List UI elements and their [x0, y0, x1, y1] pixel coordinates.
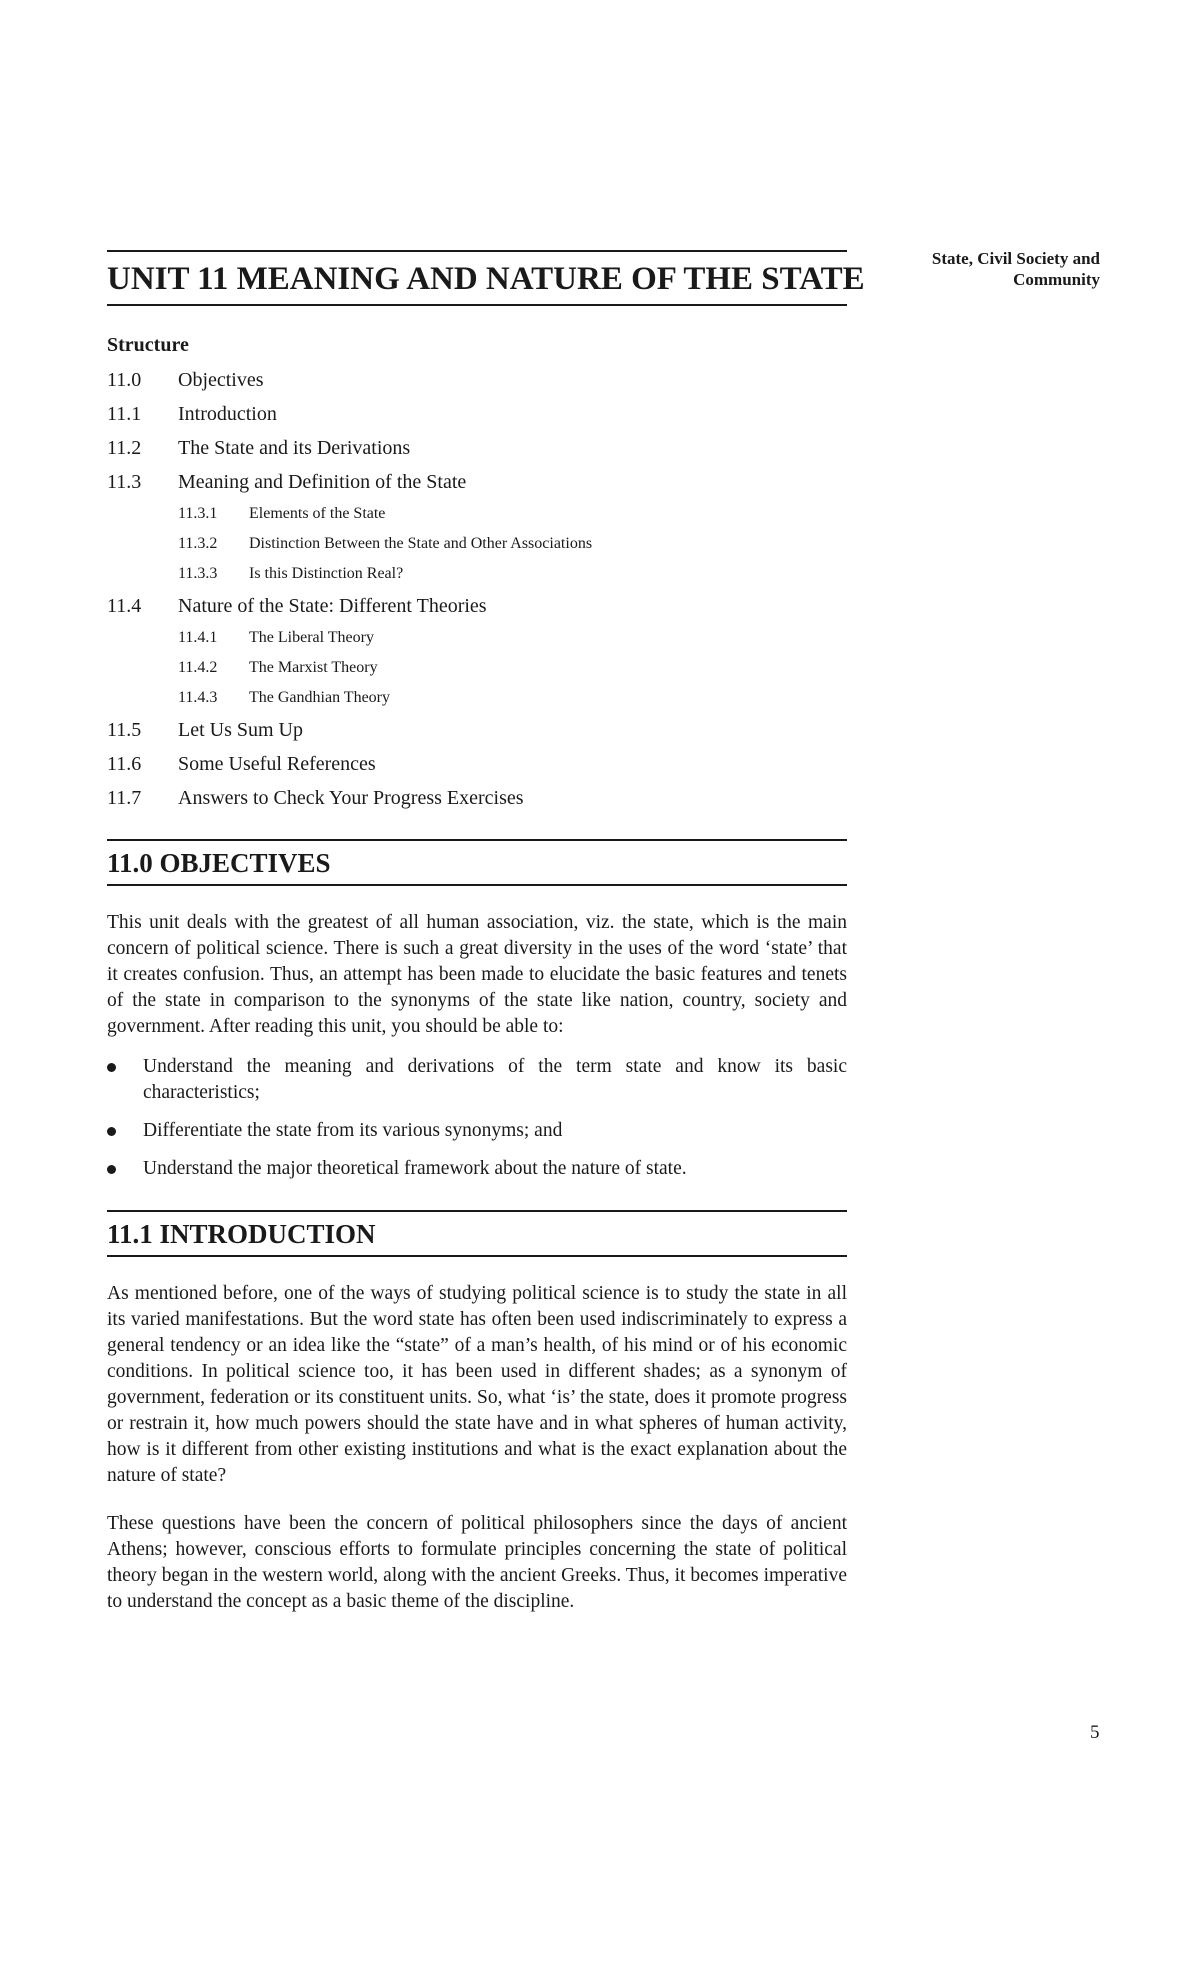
list-item-text: Understand the meaning and derivations of the term state and know its basic characteristics; [143, 1056, 847, 1103]
toc-subitem-number: 11.3.3 [178, 565, 218, 582]
list-item-text: Understand the major theoretical framework about the nature of state. [143, 1158, 687, 1179]
toc-item [107, 595, 847, 629]
objectives-paragraph: This unit deals with the greatest of all human association, viz. the state, which is the main concern of political science. There is such a great diversity in the uses of the word ‘state’ that it creates confusion. Thus, an attempt has been made to elucidate the basic features and tenets of the state in comparison to the synonyms of the state like nation, country, society and government. After reading this unit, you should be able to: [107, 912, 847, 1037]
toc-item-number: 11.4 [107, 595, 142, 617]
toc-subitem-number: 11.4.2 [178, 659, 218, 676]
list-item-text: Differentiate the state from its various synonyms; and [143, 1120, 563, 1141]
bullet-icon [107, 1063, 116, 1072]
toc-subitem-label: The Marxist Theory [249, 659, 378, 676]
objectives-heading-block [107, 839, 847, 886]
page-number: 5 [1090, 1722, 1100, 1743]
toc-item-label: Answers to Check Your Progress Exercises [178, 787, 524, 809]
toc-subitem-number: 11.4.3 [178, 689, 218, 706]
bullet-icon [107, 1165, 116, 1174]
toc-subitem-label: The Liberal Theory [249, 629, 374, 646]
running-header-line2: Community [1013, 270, 1100, 289]
toc-subitem-label: Elements of the State [249, 505, 386, 522]
toc-item [107, 403, 847, 437]
toc-item-label: The State and its Derivations [178, 437, 411, 459]
toc-item-number: 11.7 [107, 787, 142, 809]
introduction-paragraph-1: As mentioned before, one of the ways of studying political science is to study the state in all its varied manifestations. But the word state has often been used indiscriminately to express a general tendency or an idea like the “state” of a man’s health, of his mind or of his economic conditions. In political science too, it has been used in different shades; as a synonym of government, federation or its constituent units. So, what ‘is’ the state, does it promote progress or restrain it, how much powers should the state have and in what spheres of human activity, how is it different from other existing institutions and what is the exact explanation about the nature of state? [107, 1283, 847, 1486]
toc-item-number: 11.0 [107, 369, 142, 391]
toc-subitem [107, 505, 847, 535]
unit-title-block [107, 250, 865, 306]
toc-subitem [107, 629, 847, 659]
toc-item [107, 471, 847, 505]
running-header [900, 248, 1100, 290]
toc-subitem-number: 11.3.2 [178, 535, 218, 552]
toc-subitem [107, 565, 847, 595]
introduction-heading: 11.1 INTRODUCTION [107, 1219, 376, 1249]
introduction-paragraph-2: These questions have been the concern of political philosophers since the days of ancient Athens; however, conscious efforts to formulate principles concerning the state of political theory began in the western world, along with the ancient Greeks. Thus, it becomes imperative to understand the concept as a basic theme of the discipline. [107, 1513, 847, 1612]
toc-item-label: Meaning and Definition of the State [178, 471, 467, 493]
toc-item-number: 11.3 [107, 471, 142, 493]
unit-title: UNIT 11 MEANING AND NATURE OF THE STATE [107, 261, 865, 297]
structure-heading: Structure [107, 334, 189, 356]
toc-item-label: Introduction [178, 403, 277, 425]
toc-item [107, 437, 847, 471]
toc-item [107, 369, 847, 403]
toc-item-label: Some Useful References [178, 753, 376, 775]
toc-subitem-number: 11.4.1 [178, 629, 218, 646]
toc-item [107, 719, 847, 753]
list-item [107, 1054, 847, 1106]
toc-item [107, 753, 847, 787]
objectives-heading: 11.0 OBJECTIVES [107, 848, 331, 878]
toc-item-number: 11.2 [107, 437, 142, 459]
toc-item-number: 11.5 [107, 719, 142, 741]
toc-subitem [107, 659, 847, 689]
toc-subitem-label: The Gandhian Theory [249, 689, 390, 706]
toc-subitem-label: Distinction Between the State and Other Associations [249, 535, 593, 552]
toc-subitem-label: Is this Distinction Real? [249, 565, 404, 582]
toc-subitem [107, 689, 847, 719]
toc-subitem-number: 11.3.1 [178, 505, 218, 522]
page-content [107, 250, 865, 1615]
toc-item [107, 787, 847, 821]
toc-item-label: Objectives [178, 369, 264, 391]
toc-item-label: Let Us Sum Up [178, 719, 303, 741]
objectives-list [107, 1054, 847, 1182]
toc-subitem [107, 535, 847, 565]
table-of-contents [107, 369, 847, 821]
list-item [107, 1156, 847, 1182]
running-header-line1: State, Civil Society and [931, 249, 1100, 268]
bullet-icon [107, 1127, 116, 1136]
toc-item-number: 11.1 [107, 403, 142, 425]
toc-item-number: 11.6 [107, 753, 142, 775]
list-item [107, 1118, 847, 1144]
toc-item-label: Nature of the State: Different Theories [178, 595, 487, 617]
introduction-heading-block [107, 1210, 847, 1257]
